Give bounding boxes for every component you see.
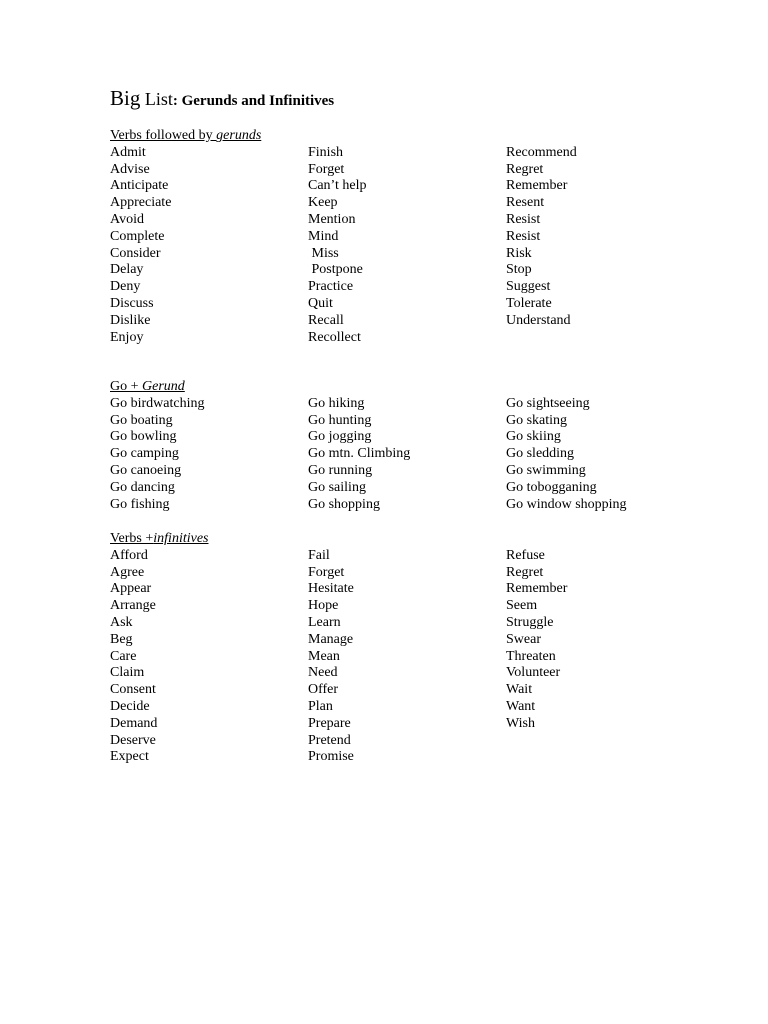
list-item: Appear <box>110 581 152 597</box>
list-item: Remember <box>506 581 568 597</box>
list-item: Struggle <box>506 614 554 630</box>
list-item: Recommend <box>506 144 577 160</box>
word-columns <box>110 547 670 765</box>
list-item: Volunteer <box>506 665 561 681</box>
word-column-3 <box>506 145 577 330</box>
list-item: Go window shopping <box>506 496 627 512</box>
list-item: Go bowling <box>110 429 177 445</box>
section-heading-emphasis: infinitives <box>153 531 209 546</box>
list-item: Seem <box>506 598 538 614</box>
word-column-1 <box>110 396 204 514</box>
list-item: Beg <box>110 631 133 647</box>
list-item: Resist <box>506 211 541 227</box>
word-columns <box>110 145 670 355</box>
list-item: Ask <box>110 614 133 630</box>
list-item: Expect <box>110 749 149 765</box>
list-item: Regret <box>506 161 544 177</box>
list-item: Enjoy <box>110 329 144 345</box>
section-heading-text: Verbs followed by <box>110 128 217 143</box>
section-heading <box>110 531 670 548</box>
section-verbs-gerunds <box>110 128 670 355</box>
list-item: Wish <box>506 715 535 731</box>
list-item: Go swimming <box>506 462 586 478</box>
list-item: Consider <box>110 245 161 261</box>
section-heading-text: Verbs + <box>110 531 154 546</box>
list-item: Go sailing <box>308 479 366 495</box>
list-item: Go tobogganing <box>506 479 597 495</box>
list-item: Hope <box>308 598 339 614</box>
word-column-1 <box>110 145 171 347</box>
title-list-word: List <box>140 89 173 109</box>
word-column-1 <box>110 548 157 766</box>
list-item: Go skiing <box>506 429 561 445</box>
list-item: Go birdwatching <box>110 395 205 411</box>
list-item: Quit <box>308 295 333 311</box>
list-item: Recollect <box>308 329 361 345</box>
list-item: Delay <box>110 262 144 278</box>
list-item: Refuse <box>506 547 545 563</box>
section-heading <box>110 128 670 145</box>
list-item: Want <box>506 698 536 714</box>
list-item: Keep <box>308 195 338 211</box>
word-column-2 <box>308 548 354 766</box>
list-item: Can’t help <box>308 178 367 194</box>
list-item: Finish <box>308 144 344 160</box>
list-item: Go hunting <box>308 412 372 428</box>
list-item: Fail <box>308 547 330 563</box>
section-heading-emphasis: gerunds <box>216 128 262 143</box>
list-item: Resent <box>506 195 545 211</box>
section-verbs-infinitives <box>110 531 670 765</box>
title-big-word: Big <box>110 86 141 110</box>
list-item: Need <box>308 665 338 681</box>
list-item: Go sledding <box>506 446 575 462</box>
list-item: Demand <box>110 715 158 731</box>
list-item: Decide <box>110 698 150 714</box>
list-item: Remember <box>506 178 568 194</box>
list-item: Agree <box>110 564 145 580</box>
list-item: Learn <box>308 614 341 630</box>
list-item: Miss <box>308 245 339 261</box>
list-item: Go canoeing <box>110 462 182 478</box>
list-item: Go running <box>308 462 373 478</box>
list-item: Mention <box>308 211 356 227</box>
list-item: Go mtn. Climbing <box>308 446 411 462</box>
word-column-3 <box>506 396 627 514</box>
section-heading <box>110 379 670 396</box>
section-heading-text: Go + <box>110 379 143 394</box>
list-item: Risk <box>506 245 532 261</box>
list-item: Understand <box>506 312 571 328</box>
list-item: Mean <box>308 648 340 664</box>
list-item: Plan <box>308 698 333 714</box>
section-heading-emphasis: Gerund <box>142 379 185 394</box>
list-item: Discuss <box>110 295 154 311</box>
list-item: Manage <box>308 631 354 647</box>
list-item: Complete <box>110 228 165 244</box>
list-item: Arrange <box>110 598 156 614</box>
list-item: Promise <box>308 749 354 765</box>
list-item: Suggest <box>506 279 551 295</box>
list-item: Forget <box>308 564 345 580</box>
list-item: Admit <box>110 144 146 160</box>
list-item: Mind <box>308 228 339 244</box>
list-item: Anticipate <box>110 178 169 194</box>
list-item: Go shopping <box>308 496 380 512</box>
list-item: Go fishing <box>110 496 170 512</box>
list-item: Claim <box>110 665 145 681</box>
list-item: Practice <box>308 279 354 295</box>
list-item: Appreciate <box>110 195 172 211</box>
list-item: Tolerate <box>506 295 552 311</box>
word-column-2 <box>308 145 366 347</box>
list-item: Prepare <box>308 715 351 731</box>
document-title <box>110 88 334 109</box>
list-item: Go hiking <box>308 395 365 411</box>
list-item: Go jogging <box>308 429 372 445</box>
title-subtitle: : Gerunds and Infinitives <box>172 93 335 109</box>
list-item: Deny <box>110 279 141 295</box>
list-item: Pretend <box>308 732 351 748</box>
list-item: Hesitate <box>308 581 354 597</box>
list-item: Care <box>110 648 137 664</box>
list-item: Resist <box>506 228 541 244</box>
word-column-3 <box>506 548 567 733</box>
list-item: Wait <box>506 682 533 698</box>
list-item: Afford <box>110 547 148 563</box>
list-item: Go dancing <box>110 479 175 495</box>
list-item: Advise <box>110 161 150 177</box>
list-item: Regret <box>506 564 544 580</box>
list-item: Recall <box>308 312 344 328</box>
list-item: Forget <box>308 161 345 177</box>
list-item: Consent <box>110 682 156 698</box>
list-item: Go sightseeing <box>506 395 590 411</box>
list-item: Offer <box>308 682 339 698</box>
list-item: Stop <box>506 262 532 278</box>
list-item: Postpone <box>308 262 363 278</box>
word-column-2 <box>308 396 410 514</box>
list-item: Threaten <box>506 648 556 664</box>
list-item: Dislike <box>110 312 151 328</box>
list-item: Go camping <box>110 446 179 462</box>
list-item: Avoid <box>110 211 144 227</box>
list-item: Go skating <box>506 412 568 428</box>
list-item: Swear <box>506 631 541 647</box>
list-item: Deserve <box>110 732 156 748</box>
list-item: Go boating <box>110 412 173 428</box>
